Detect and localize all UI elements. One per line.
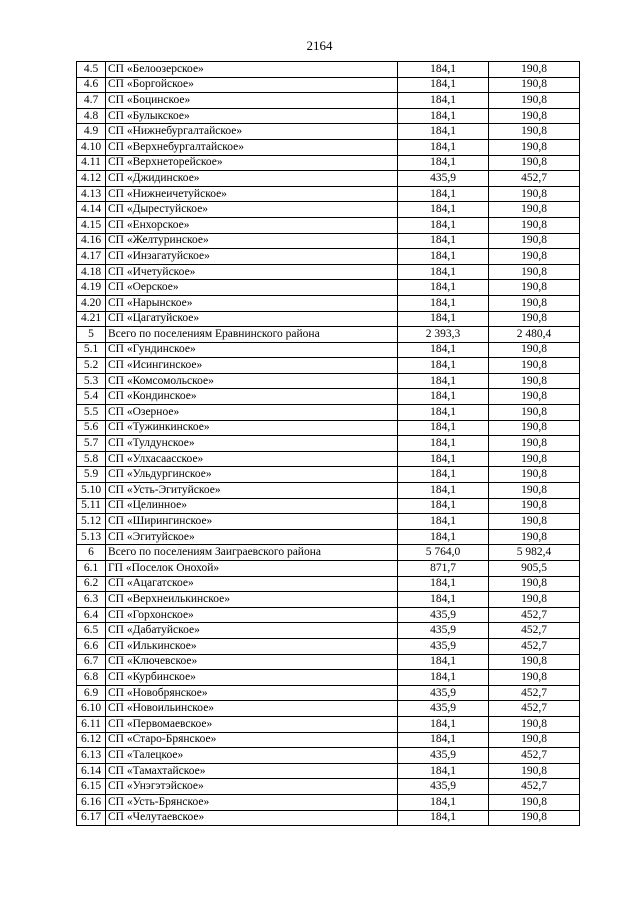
amount-col-2: 190,8 [489, 358, 580, 374]
settlement-name: СП «Ульдургинское» [106, 467, 398, 483]
settlement-name: СП «Ширингинское» [106, 514, 398, 530]
amount-col-2: 190,8 [489, 483, 580, 499]
settlement-name: СП «Булыкское» [106, 108, 398, 124]
table-row [77, 576, 580, 592]
table-row [77, 217, 580, 233]
table-row [77, 779, 580, 795]
row-number: 4.19 [77, 280, 106, 296]
table-row [77, 280, 580, 296]
settlement-name: Всего по поселениям Заиграевского района [106, 545, 398, 561]
row-number: 4.17 [77, 249, 106, 265]
table-row [77, 233, 580, 249]
settlements-budget-table [76, 61, 580, 826]
table-row [77, 436, 580, 452]
settlement-name: СП «Горхонское» [106, 607, 398, 623]
row-number: 4.11 [77, 155, 106, 171]
table-row [77, 311, 580, 327]
table-row [77, 373, 580, 389]
table-row [77, 638, 580, 654]
table-row [77, 62, 580, 78]
amount-col-1: 184,1 [398, 124, 489, 140]
settlement-name: СП «Комсомольское» [106, 373, 398, 389]
row-number: 5.3 [77, 373, 106, 389]
row-number: 6.14 [77, 763, 106, 779]
settlement-name: СП «Ацагатское» [106, 576, 398, 592]
amount-col-1: 184,1 [398, 451, 489, 467]
row-number: 4.5 [77, 62, 106, 78]
amount-col-2: 190,8 [489, 716, 580, 732]
amount-col-1: 184,1 [398, 233, 489, 249]
settlement-name: СП «Новоильинское» [106, 701, 398, 717]
table-row [77, 748, 580, 764]
amount-col-2: 190,8 [489, 280, 580, 296]
amount-col-1: 435,9 [398, 607, 489, 623]
settlement-name: СП «Кондинское» [106, 389, 398, 405]
amount-col-2: 190,8 [489, 654, 580, 670]
amount-col-1: 184,1 [398, 373, 489, 389]
table-row [77, 545, 580, 561]
amount-col-1: 5 764,0 [398, 545, 489, 561]
settlement-name: СП «Усть-Эгитуйское» [106, 483, 398, 499]
amount-col-2: 2 480,4 [489, 327, 580, 343]
table-row [77, 124, 580, 140]
settlement-name: СП «Старо-Брянское» [106, 732, 398, 748]
page-number: 2164 [306, 38, 333, 53]
settlement-name: СП «Нижнеичетуйское» [106, 186, 398, 202]
table-row [77, 171, 580, 187]
amount-col-2: 190,8 [489, 233, 580, 249]
amount-col-1: 184,1 [398, 217, 489, 233]
row-number: 4.16 [77, 233, 106, 249]
amount-col-1: 184,1 [398, 295, 489, 311]
amount-col-2: 190,8 [489, 342, 580, 358]
amount-col-1: 184,1 [398, 358, 489, 374]
amount-col-2: 190,8 [489, 514, 580, 530]
amount-col-1: 184,1 [398, 186, 489, 202]
amount-col-1: 184,1 [398, 498, 489, 514]
table-row [77, 420, 580, 436]
settlement-name: СП «Новобрянское» [106, 685, 398, 701]
table-row [77, 529, 580, 545]
settlement-name: СП «Улхасаасское» [106, 451, 398, 467]
settlement-name: СП «Илькинское» [106, 638, 398, 654]
row-number: 6.16 [77, 794, 106, 810]
amount-col-1: 184,1 [398, 576, 489, 592]
settlement-name: СП «Цагатуйское» [106, 311, 398, 327]
amount-col-2: 190,8 [489, 77, 580, 93]
table-row [77, 716, 580, 732]
row-number: 4.14 [77, 202, 106, 218]
settlement-name: СП «Челутаевское» [106, 810, 398, 826]
amount-col-2: 190,8 [489, 202, 580, 218]
row-number: 6.5 [77, 623, 106, 639]
amount-col-2: 190,8 [489, 405, 580, 421]
amount-col-2: 190,8 [489, 93, 580, 109]
amount-col-2: 190,8 [489, 311, 580, 327]
amount-col-2: 190,8 [489, 576, 580, 592]
settlement-name: СП «Инзагатуйское» [106, 249, 398, 265]
amount-col-2: 190,8 [489, 217, 580, 233]
amount-col-1: 184,1 [398, 810, 489, 826]
amount-col-1: 435,9 [398, 638, 489, 654]
table-row [77, 794, 580, 810]
row-number: 5.4 [77, 389, 106, 405]
amount-col-1: 184,1 [398, 592, 489, 608]
row-number: 6.8 [77, 670, 106, 686]
amount-col-1: 184,1 [398, 342, 489, 358]
row-number: 4.10 [77, 139, 106, 155]
row-number: 5.12 [77, 514, 106, 530]
amount-col-2: 190,8 [489, 451, 580, 467]
amount-col-1: 184,1 [398, 529, 489, 545]
amount-col-1: 184,1 [398, 249, 489, 265]
table-row [77, 467, 580, 483]
row-number: 5.8 [77, 451, 106, 467]
row-number: 4.21 [77, 311, 106, 327]
row-number: 5.11 [77, 498, 106, 514]
amount-col-2: 190,8 [489, 108, 580, 124]
amount-col-2: 452,7 [489, 701, 580, 717]
amount-col-1: 184,1 [398, 763, 489, 779]
settlement-name: СП «Енхорское» [106, 217, 398, 233]
table-row [77, 483, 580, 499]
amount-col-1: 871,7 [398, 561, 489, 577]
table-row [77, 810, 580, 826]
row-number: 5.5 [77, 405, 106, 421]
row-number: 5.7 [77, 436, 106, 452]
table-body [77, 62, 580, 826]
table-row [77, 732, 580, 748]
settlement-name: СП «Талецкое» [106, 748, 398, 764]
row-number: 5 [77, 327, 106, 343]
amount-col-1: 2 393,3 [398, 327, 489, 343]
settlement-name: СП «Исингинское» [106, 358, 398, 374]
settlement-name: СП «Тужинкинское» [106, 420, 398, 436]
row-number: 5.1 [77, 342, 106, 358]
amount-col-2: 905,5 [489, 561, 580, 577]
table-row [77, 685, 580, 701]
amount-col-1: 184,1 [398, 77, 489, 93]
amount-col-1: 184,1 [398, 280, 489, 296]
amount-col-1: 184,1 [398, 155, 489, 171]
amount-col-1: 184,1 [398, 139, 489, 155]
amount-col-2: 190,8 [489, 295, 580, 311]
amount-col-1: 435,9 [398, 623, 489, 639]
table-row [77, 77, 580, 93]
amount-col-2: 5 982,4 [489, 545, 580, 561]
table-row [77, 623, 580, 639]
settlement-name: СП «Ключевское» [106, 654, 398, 670]
row-number: 6.9 [77, 685, 106, 701]
table-row [77, 155, 580, 171]
amount-col-1: 184,1 [398, 467, 489, 483]
row-number: 4.18 [77, 264, 106, 280]
row-number: 6.6 [77, 638, 106, 654]
amount-col-2: 190,8 [489, 436, 580, 452]
amount-col-1: 184,1 [398, 716, 489, 732]
amount-col-1: 184,1 [398, 654, 489, 670]
amount-col-1: 435,9 [398, 748, 489, 764]
row-number: 6.13 [77, 748, 106, 764]
row-number: 4.20 [77, 295, 106, 311]
amount-col-2: 452,7 [489, 779, 580, 795]
table-row [77, 202, 580, 218]
amount-col-2: 190,8 [489, 420, 580, 436]
settlement-name: СП «Тулдунское» [106, 436, 398, 452]
table-row [77, 670, 580, 686]
table-row [77, 654, 580, 670]
amount-col-1: 184,1 [398, 436, 489, 452]
table-row [77, 405, 580, 421]
row-number: 5.6 [77, 420, 106, 436]
table-row [77, 93, 580, 109]
row-number: 4.6 [77, 77, 106, 93]
table-row [77, 389, 580, 405]
settlement-name: СП «Белоозерское» [106, 62, 398, 78]
amount-col-2: 452,7 [489, 171, 580, 187]
table-row [77, 186, 580, 202]
settlement-name: СП «Верхнеилькинское» [106, 592, 398, 608]
row-number: 5.13 [77, 529, 106, 545]
row-number: 4.9 [77, 124, 106, 140]
table-row [77, 358, 580, 374]
settlement-name: СП «Гундинское» [106, 342, 398, 358]
amount-col-1: 184,1 [398, 670, 489, 686]
amount-col-2: 190,8 [489, 763, 580, 779]
amount-col-1: 184,1 [398, 514, 489, 530]
amount-col-2: 190,8 [489, 529, 580, 545]
amount-col-2: 190,8 [489, 155, 580, 171]
amount-col-2: 190,8 [489, 732, 580, 748]
settlement-name: СП «Дырестуйское» [106, 202, 398, 218]
settlement-name: ГП «Поселок Онохой» [106, 561, 398, 577]
settlement-name: СП «Усть-Брянское» [106, 794, 398, 810]
table-row [77, 249, 580, 265]
row-number: 6 [77, 545, 106, 561]
amount-col-2: 190,8 [489, 467, 580, 483]
table-row [77, 763, 580, 779]
settlement-name: СП «Верхнебургалтайское» [106, 139, 398, 155]
table-row [77, 514, 580, 530]
amount-col-2: 452,7 [489, 748, 580, 764]
amount-col-1: 184,1 [398, 62, 489, 78]
settlement-name: СП «Желтуринское» [106, 233, 398, 249]
table-row [77, 139, 580, 155]
amount-col-1: 184,1 [398, 794, 489, 810]
table-row [77, 592, 580, 608]
row-number: 4.13 [77, 186, 106, 202]
row-number: 6.4 [77, 607, 106, 623]
row-number: 6.11 [77, 716, 106, 732]
table-row [77, 451, 580, 467]
amount-col-2: 452,7 [489, 623, 580, 639]
settlement-name: СП «Курбинское» [106, 670, 398, 686]
amount-col-2: 452,7 [489, 685, 580, 701]
amount-col-2: 190,8 [489, 264, 580, 280]
row-number: 6.10 [77, 701, 106, 717]
amount-col-2: 190,8 [489, 124, 580, 140]
row-number: 6.1 [77, 561, 106, 577]
settlement-name: СП «Эгитуйское» [106, 529, 398, 545]
settlement-name: СП «Верхнеторейское» [106, 155, 398, 171]
settlement-name: СП «Тамахтайское» [106, 763, 398, 779]
amount-col-1: 184,1 [398, 264, 489, 280]
amount-col-2: 190,8 [489, 186, 580, 202]
table-row [77, 327, 580, 343]
table-row [77, 498, 580, 514]
amount-col-2: 190,8 [489, 139, 580, 155]
amount-col-1: 184,1 [398, 108, 489, 124]
amount-col-2: 452,7 [489, 638, 580, 654]
amount-col-2: 190,8 [489, 592, 580, 608]
amount-col-2: 452,7 [489, 607, 580, 623]
row-number: 6.12 [77, 732, 106, 748]
amount-col-1: 184,1 [398, 420, 489, 436]
settlement-name: СП «Дабатуйское» [106, 623, 398, 639]
amount-col-1: 184,1 [398, 483, 489, 499]
settlement-name: СП «Целинное» [106, 498, 398, 514]
row-number: 5.9 [77, 467, 106, 483]
settlement-name: СП «Озерное» [106, 405, 398, 421]
amount-col-2: 190,8 [489, 498, 580, 514]
amount-col-1: 184,1 [398, 732, 489, 748]
amount-col-1: 435,9 [398, 685, 489, 701]
amount-col-1: 184,1 [398, 202, 489, 218]
table-row [77, 701, 580, 717]
amount-col-1: 435,9 [398, 779, 489, 795]
row-number: 4.15 [77, 217, 106, 233]
row-number: 5.2 [77, 358, 106, 374]
settlement-name: СП «Нарынское» [106, 295, 398, 311]
amount-col-2: 190,8 [489, 670, 580, 686]
row-number: 6.2 [77, 576, 106, 592]
amount-col-1: 435,9 [398, 701, 489, 717]
amount-col-2: 190,8 [489, 62, 580, 78]
settlement-name: СП «Унэгэтэйское» [106, 779, 398, 795]
settlement-name: СП «Ичетуйское» [106, 264, 398, 280]
row-number: 6.7 [77, 654, 106, 670]
amount-col-1: 184,1 [398, 389, 489, 405]
table-row [77, 264, 580, 280]
amount-col-2: 190,8 [489, 794, 580, 810]
row-number: 5.10 [77, 483, 106, 499]
settlement-name: Всего по поселениям Еравнинского района [106, 327, 398, 343]
settlement-name: СП «Оерское» [106, 280, 398, 296]
table-row [77, 342, 580, 358]
settlement-name: СП «Боцинское» [106, 93, 398, 109]
table-row [77, 561, 580, 577]
amount-col-1: 435,9 [398, 171, 489, 187]
amount-col-2: 190,8 [489, 810, 580, 826]
row-number: 4.7 [77, 93, 106, 109]
table-row [77, 295, 580, 311]
row-number: 6.3 [77, 592, 106, 608]
amount-col-1: 184,1 [398, 93, 489, 109]
amount-col-1: 184,1 [398, 405, 489, 421]
table-row [77, 607, 580, 623]
row-number: 6.15 [77, 779, 106, 795]
amount-col-2: 190,8 [489, 373, 580, 389]
settlement-name: СП «Нижнебургалтайское» [106, 124, 398, 140]
row-number: 6.17 [77, 810, 106, 826]
amount-col-2: 190,8 [489, 249, 580, 265]
row-number: 4.8 [77, 108, 106, 124]
settlement-name: СП «Первомаевское» [106, 716, 398, 732]
row-number: 4.12 [77, 171, 106, 187]
table-row [77, 108, 580, 124]
settlement-name: СП «Боргойское» [106, 77, 398, 93]
amount-col-1: 184,1 [398, 311, 489, 327]
settlement-name: СП «Джидинское» [106, 171, 398, 187]
amount-col-2: 190,8 [489, 389, 580, 405]
